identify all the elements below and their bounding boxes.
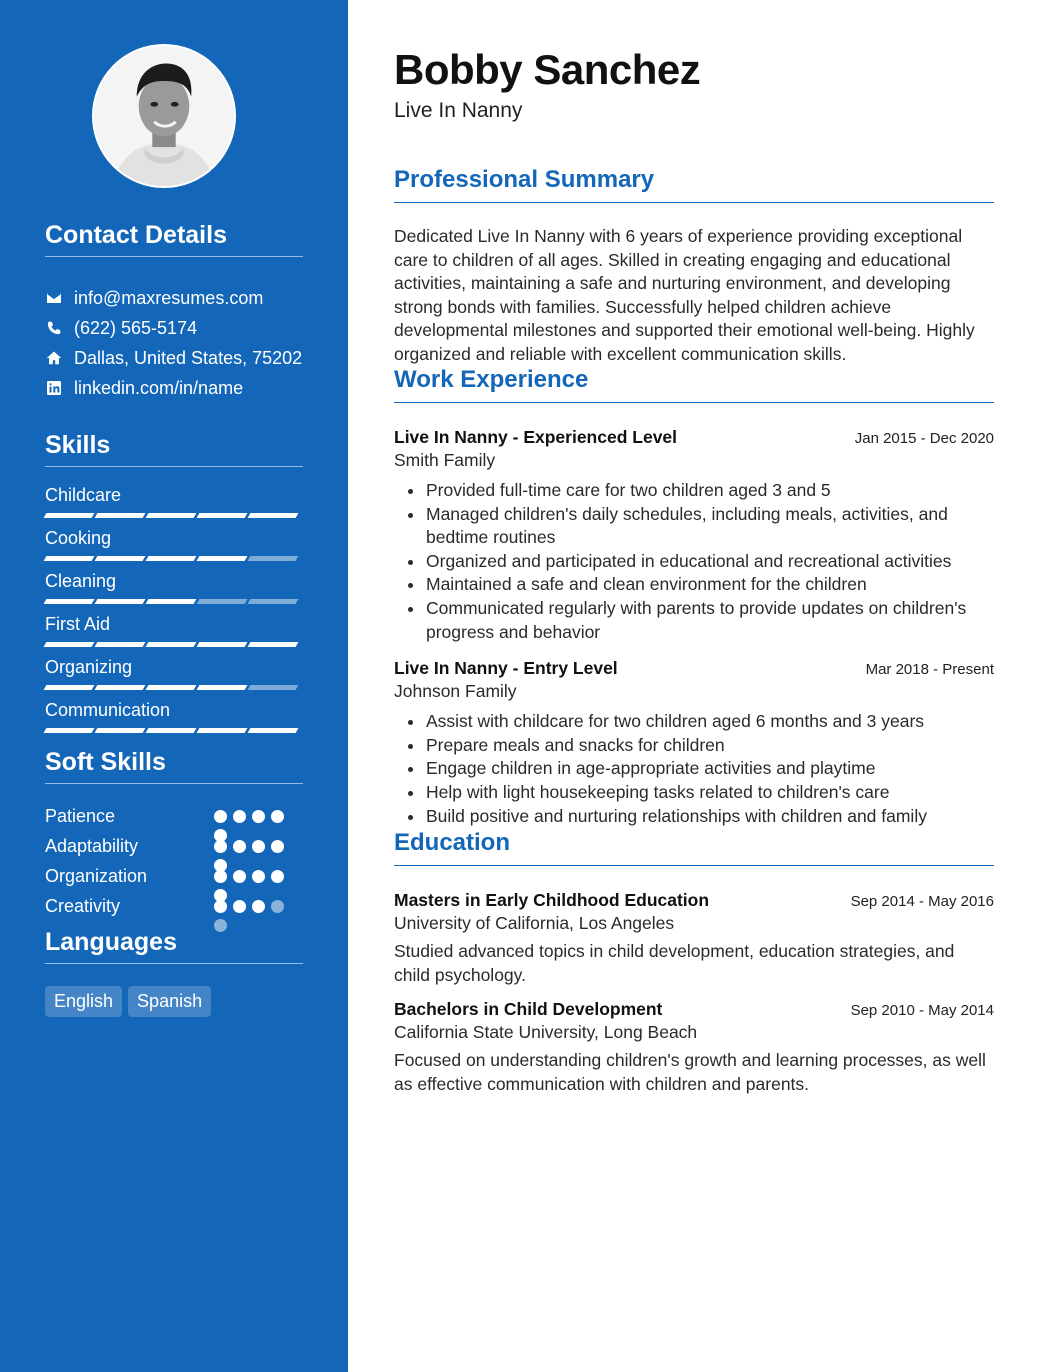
skill-level-bar	[45, 513, 300, 518]
job-header	[394, 658, 994, 679]
education-school: University of California, Los Angeles	[394, 913, 675, 933]
skill-level-segment	[248, 728, 299, 733]
soft-skill-rating	[214, 870, 290, 883]
education-description: Studied advanced topics in child development, education strategies, and child psychology.	[394, 941, 955, 985]
soft-skill-item	[45, 836, 303, 866]
skill-level-segment	[146, 513, 197, 518]
skill-name: Communication	[45, 700, 171, 720]
skill-level-segment	[197, 685, 248, 690]
rating-dot	[252, 900, 265, 913]
skill-item	[45, 483, 303, 526]
skill-level-segment	[197, 642, 248, 647]
education-header	[394, 999, 994, 1020]
rating-dot	[214, 840, 227, 853]
profile-photo-icon	[94, 46, 234, 186]
job-bullet: Organized and participated in educational and recreational activities	[394, 550, 994, 574]
languages-section	[45, 928, 303, 1017]
skill-name: Childcare	[45, 485, 122, 505]
skill-name: Cooking	[45, 528, 112, 548]
education-degree: Masters in Early Childhood Education	[394, 890, 710, 910]
job-entry	[394, 658, 994, 828]
soft-skills-heading: Soft Skills	[45, 748, 303, 784]
skill-level-segment	[44, 556, 95, 561]
skills-heading: Skills	[45, 431, 303, 467]
skill-name: First Aid	[45, 614, 111, 634]
summary-text: Dedicated Live In Nanny with 6 years of experience providing exceptional care to children of all ages. Skilled in creating engaging and educational activities, maintaining a safe and nurturing environment, and developing strong bonds with families. Successfully helped children achieve developmental milestones and supported their emotional well-being. Highly organized and reliable with excellent communication skills.	[394, 226, 975, 364]
education-dates: Sep 2010 - May 2014	[850, 1002, 994, 1020]
contact-address	[45, 343, 303, 373]
skill-level-segment	[248, 599, 299, 604]
job-bullet: Provided full-time care for two children aged 3 and 5	[394, 479, 994, 503]
skill-level-segment	[248, 556, 299, 561]
contact-section	[45, 221, 303, 403]
rating-dot	[252, 870, 265, 883]
skill-level-segment	[248, 642, 299, 647]
rating-dot	[271, 900, 284, 913]
soft-skills-section	[45, 748, 303, 926]
soft-skill-name: Adaptability	[45, 836, 139, 856]
skill-level-segment	[44, 642, 95, 647]
skill-level-segment	[248, 685, 299, 690]
soft-skill-name: Organization	[45, 866, 148, 886]
rating-dot	[233, 810, 246, 823]
experience-section	[394, 366, 994, 828]
skill-level-segment	[95, 556, 146, 561]
rating-dot	[233, 870, 246, 883]
skill-level-segment	[44, 513, 95, 518]
skill-level-segment	[146, 556, 197, 561]
skill-level-segment	[146, 642, 197, 647]
job-entry	[394, 427, 994, 644]
summary-section	[394, 166, 994, 367]
summary-heading: Professional Summary	[394, 166, 994, 203]
job-employer: Smith Family	[394, 450, 496, 470]
skill-level-segment	[44, 685, 95, 690]
candidate-title: Live In Nanny	[394, 99, 523, 122]
rating-dot	[271, 870, 284, 883]
skill-level-segment	[197, 513, 248, 518]
job-bullet: Managed children's daily schedules, including meals, activities, and bedtime routines	[394, 503, 994, 550]
skill-item	[45, 698, 303, 741]
soft-skill-item	[45, 806, 303, 836]
education-degree: Bachelors in Child Development	[394, 999, 663, 1020]
contact-email[interactable]	[45, 283, 303, 313]
job-bullet: Maintained a safe and clean environment for the children	[394, 573, 994, 597]
skill-level-segment	[197, 599, 248, 604]
skill-level-segment	[95, 728, 146, 733]
education-entry	[394, 999, 994, 1096]
education-entry	[394, 890, 994, 987]
soft-skill-name: Patience	[45, 806, 116, 826]
skill-level-segment	[197, 556, 248, 561]
skill-level-segment	[146, 685, 197, 690]
job-employer: Johnson Family	[394, 681, 517, 702]
contact-phone[interactable]	[45, 313, 303, 343]
soft-skill-rating	[214, 840, 290, 853]
rating-dot	[252, 810, 265, 823]
job-bullet: Engage children in age-appropriate activities and playtime	[394, 757, 994, 781]
skill-level-segment	[44, 728, 95, 733]
rating-dot	[233, 900, 246, 913]
rating-dot	[214, 870, 227, 883]
skill-level-segment	[95, 642, 146, 647]
languages-heading: Languages	[45, 928, 303, 964]
skill-level-segment	[44, 599, 95, 604]
education-description: Focused on understanding children's growth and learning processes, as well as effective communication with children and parents.	[394, 1050, 986, 1094]
skills-section	[45, 431, 303, 741]
language-chip: Spanish	[128, 986, 211, 1017]
skill-item	[45, 526, 303, 569]
job-role: Live In Nanny - Experienced Level	[394, 427, 678, 447]
home-icon	[45, 349, 63, 367]
contact-linkedin[interactable]	[45, 373, 303, 403]
contact-linkedin-text: linkedin.com/in/name	[74, 377, 244, 398]
job-bullet: Prepare meals and snacks for children	[394, 734, 994, 758]
education-heading: Education	[394, 829, 994, 866]
skill-level-segment	[146, 728, 197, 733]
skill-name: Cleaning	[45, 571, 117, 591]
skill-level-segment	[146, 599, 197, 604]
envelope-icon	[45, 289, 63, 307]
contact-heading: Contact Details	[45, 221, 303, 257]
language-chip: English	[45, 986, 122, 1017]
skill-level-bar	[45, 728, 300, 733]
contact-phone-text: (622) 565-5174	[74, 317, 198, 338]
education-section	[394, 829, 994, 1096]
job-bullet: Build positive and nurturing relationships with children and family	[394, 805, 994, 829]
soft-skill-item	[45, 866, 303, 896]
job-dates: Jan 2015 - Dec 2020	[854, 430, 994, 447]
skill-level-bar	[45, 685, 300, 690]
candidate-name: Bobby Sanchez	[394, 46, 701, 93]
rating-dot	[214, 810, 227, 823]
avatar	[92, 44, 236, 188]
rating-dot	[233, 840, 246, 853]
skill-level-segment	[95, 513, 146, 518]
rating-dot	[252, 840, 265, 853]
skill-level-segment	[95, 685, 146, 690]
skill-level-segment	[248, 513, 299, 518]
skill-item	[45, 612, 303, 655]
job-bullets	[394, 479, 994, 644]
skill-level-bar	[45, 599, 300, 604]
rating-dot	[271, 810, 284, 823]
job-bullets	[394, 710, 994, 828]
contact-email-text: info@maxresumes.com	[74, 287, 264, 308]
rating-dot	[214, 900, 227, 913]
phone-icon	[45, 319, 63, 337]
soft-skill-item	[45, 896, 303, 926]
job-bullet: Communicated regularly with parents to provide updates on children's progress and behavior	[394, 597, 994, 644]
skill-item	[45, 569, 303, 612]
job-bullet: Help with light housekeeping tasks related to children's care	[394, 781, 994, 805]
job-role: Live In Nanny - Entry Level	[394, 658, 618, 679]
job-header	[394, 427, 994, 448]
soft-skill-rating	[214, 900, 290, 913]
job-bullet: Assist with childcare for two children aged 6 months and 3 years	[394, 710, 994, 734]
education-header	[394, 890, 994, 911]
job-dates: Mar 2018 - Present	[865, 661, 994, 679]
education-school: California State University, Long Beach	[394, 1022, 698, 1043]
contact-address-text: Dallas, United States, 75202	[74, 347, 303, 368]
skill-item	[45, 655, 303, 698]
experience-heading: Work Experience	[394, 366, 994, 403]
skill-level-bar	[45, 556, 300, 561]
soft-skill-rating	[214, 810, 290, 823]
sidebar	[0, 0, 348, 1372]
linkedin-icon	[45, 379, 63, 397]
skill-level-bar	[45, 642, 300, 647]
skill-level-segment	[197, 728, 248, 733]
skill-name: Organizing	[45, 657, 133, 677]
rating-dot	[271, 840, 284, 853]
soft-skill-name: Creativity	[45, 896, 121, 916]
education-dates: Sep 2014 - May 2016	[850, 893, 994, 910]
skill-level-segment	[95, 599, 146, 604]
